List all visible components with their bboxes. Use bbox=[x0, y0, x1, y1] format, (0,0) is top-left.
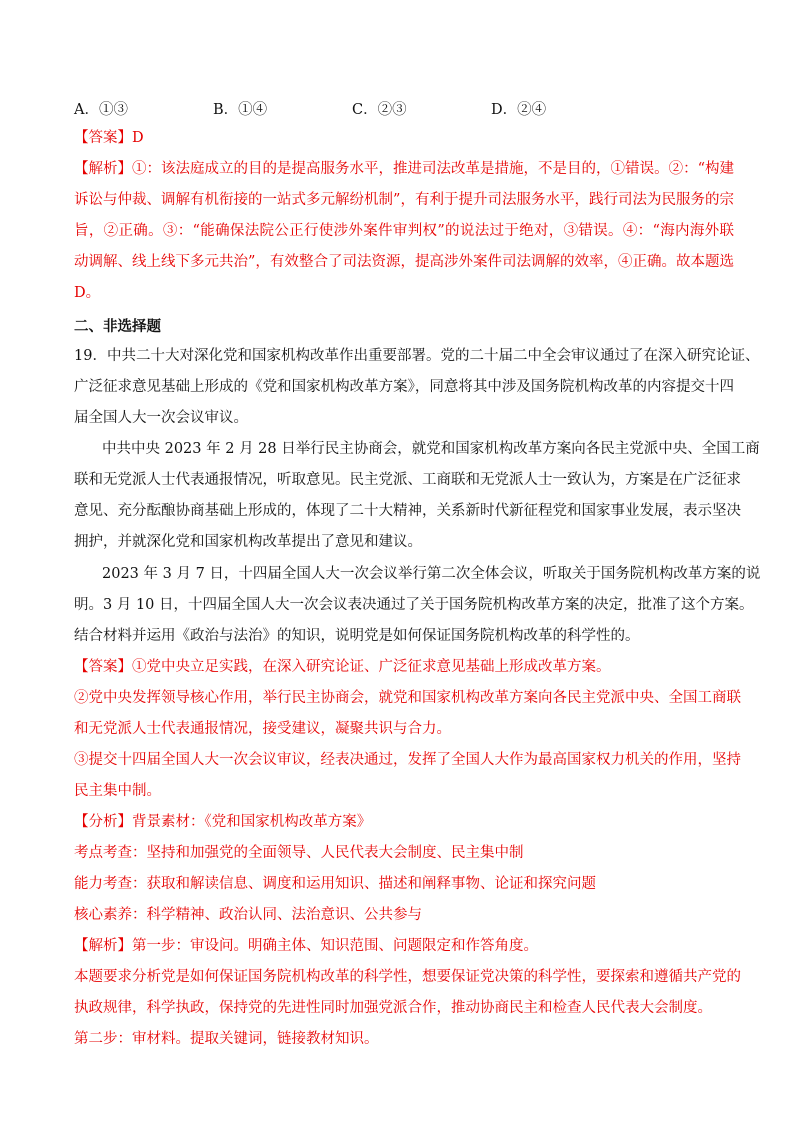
q19-material-line: 2023 年 3 月 7 日，十四届全国人大一次会议举行第二次全体会议，听取关于国务院机构改革方案的说 bbox=[102, 566, 761, 582]
option-b: B．①④ bbox=[213, 102, 268, 118]
q19-fenxi-hexin: 核心素养：科学精神、政治认同、法治意识、公共参与 bbox=[74, 907, 422, 923]
q19-jiexi-line: 本题要求分析党是如何保证国务院机构改革的科学性，想要保证党决策的科学性，要探索和遵循共产党的 bbox=[74, 969, 741, 985]
q19-fenxi-kaodian: 考点考查：坚持和加强党的全面领导、人民代表大会制度、民主集中制 bbox=[74, 845, 524, 861]
q19-material-line: 明。3 月 10 日，十四届全国人大一次会议表决通过了关于国务院机构改革方案的决定，批准了这个方案。 bbox=[74, 597, 754, 613]
q18-analysis-line: D。 bbox=[74, 285, 101, 301]
q18-analysis-line: 旨，②正确。③：“能确保法院公正行使涉外案件审判权”的说法过于绝对，③错误。④：“海内海外联 bbox=[74, 223, 734, 239]
option-a: A．①③ bbox=[74, 102, 128, 118]
q19-material-line: 联和无党派人士代表通报情况，听取意见。民主党派、工商联和无党派人士一致认为，方案是在广泛征求 bbox=[74, 472, 741, 488]
q19-jiexi-line: 执政规律，科学执政，保持党的先进性同时加强党派合作，推动协商民主和检查人民代表大会制度。 bbox=[74, 1000, 712, 1016]
q19-fenxi-nengli: 能力考查：获取和解读信息、调度和运用知识、描述和阐释事物、论证和探究问题 bbox=[74, 876, 596, 892]
q19-material-line: 意见、充分酝酿协商基础上形成的，体现了二十大精神，关系新时代新征程党和国家事业发展，表示坚决 bbox=[74, 503, 741, 519]
q19-material-line: 中共中央 2023 年 2 月 28 日举行民主协商会，就党和国家机构改革方案向各民主党派中央、全国工商 bbox=[102, 441, 760, 457]
option-d: D．②④ bbox=[491, 102, 547, 118]
q19-stem-line: 19．中共二十大对深化党和国家机构改革作出重要部署。党的二十届二中全会审议通过了在深入研究论证、 bbox=[74, 348, 760, 364]
q19-jiexi-step1: 【解析】第一步：审设问。明确主体、知识范围、问题限定和作答角度。 bbox=[74, 938, 538, 954]
q19-stem-line: 届全国人大一次会议审议。 bbox=[74, 410, 248, 426]
q19-question: 结合材料并运用《政治与法治》的知识，说明党是如何保证国务院机构改革的科学性的。 bbox=[74, 628, 640, 644]
q19-answer-line: 【答案】①党中央立足实践，在深入研究论证、广泛征求意见基础上形成改革方案。 bbox=[74, 659, 611, 675]
answer-options bbox=[74, 98, 714, 118]
q18-analysis-line: 【解析】①：该法庭成立的目的是提高服务水平，推进司法改革是措施，不是目的，①错误。②：“构建 bbox=[74, 161, 734, 177]
q19-material-line: 拥护，并就深化党和国家机构改革提出了意见和建议。 bbox=[74, 534, 422, 550]
option-c: C．②③ bbox=[352, 102, 407, 118]
q18-analysis-line: 诉讼与仲裁、调解有机衔接的一站式多元解纷机制”，有利于提升司法服务水平，践行司法为民服务的宗 bbox=[74, 192, 734, 208]
q19-jiexi-step2: 第二步：审材料。提取关键词，链接教材知识。 bbox=[74, 1031, 379, 1047]
section-title: 二、非选择题 bbox=[74, 318, 161, 335]
q19-answer-line: 民主集中制。 bbox=[74, 783, 161, 799]
q19-fenxi-background: 【分析】背景素材：《党和国家机构改革方案》 bbox=[74, 814, 372, 830]
q19-answer-line: ③提交十四届全国人大一次会议审议，经表决通过，发挥了全国人大作为最高国家权力机关的作用，坚持 bbox=[74, 752, 741, 768]
q18-analysis-line: 动调解、线上线下多元共治”，有效整合了司法资源，提高涉外案件司法调解的效率，④正确。故本题选 bbox=[74, 254, 734, 270]
q19-stem-line: 广泛征求意见基础上形成的《党和国家机构改革方案》，同意将其中涉及国务院机构改革的内容提交十四 bbox=[74, 379, 734, 395]
q19-answer-line: 和无党派人士代表通报情况，接受建议，凝聚共识与合力。 bbox=[74, 721, 451, 737]
q18-answer: 【答案】D bbox=[74, 130, 144, 146]
q19-answer-line: ②党中央发挥领导核心作用，举行民主协商会，就党和国家机构改革方案向各民主党派中央、全国工商联 bbox=[74, 690, 741, 706]
